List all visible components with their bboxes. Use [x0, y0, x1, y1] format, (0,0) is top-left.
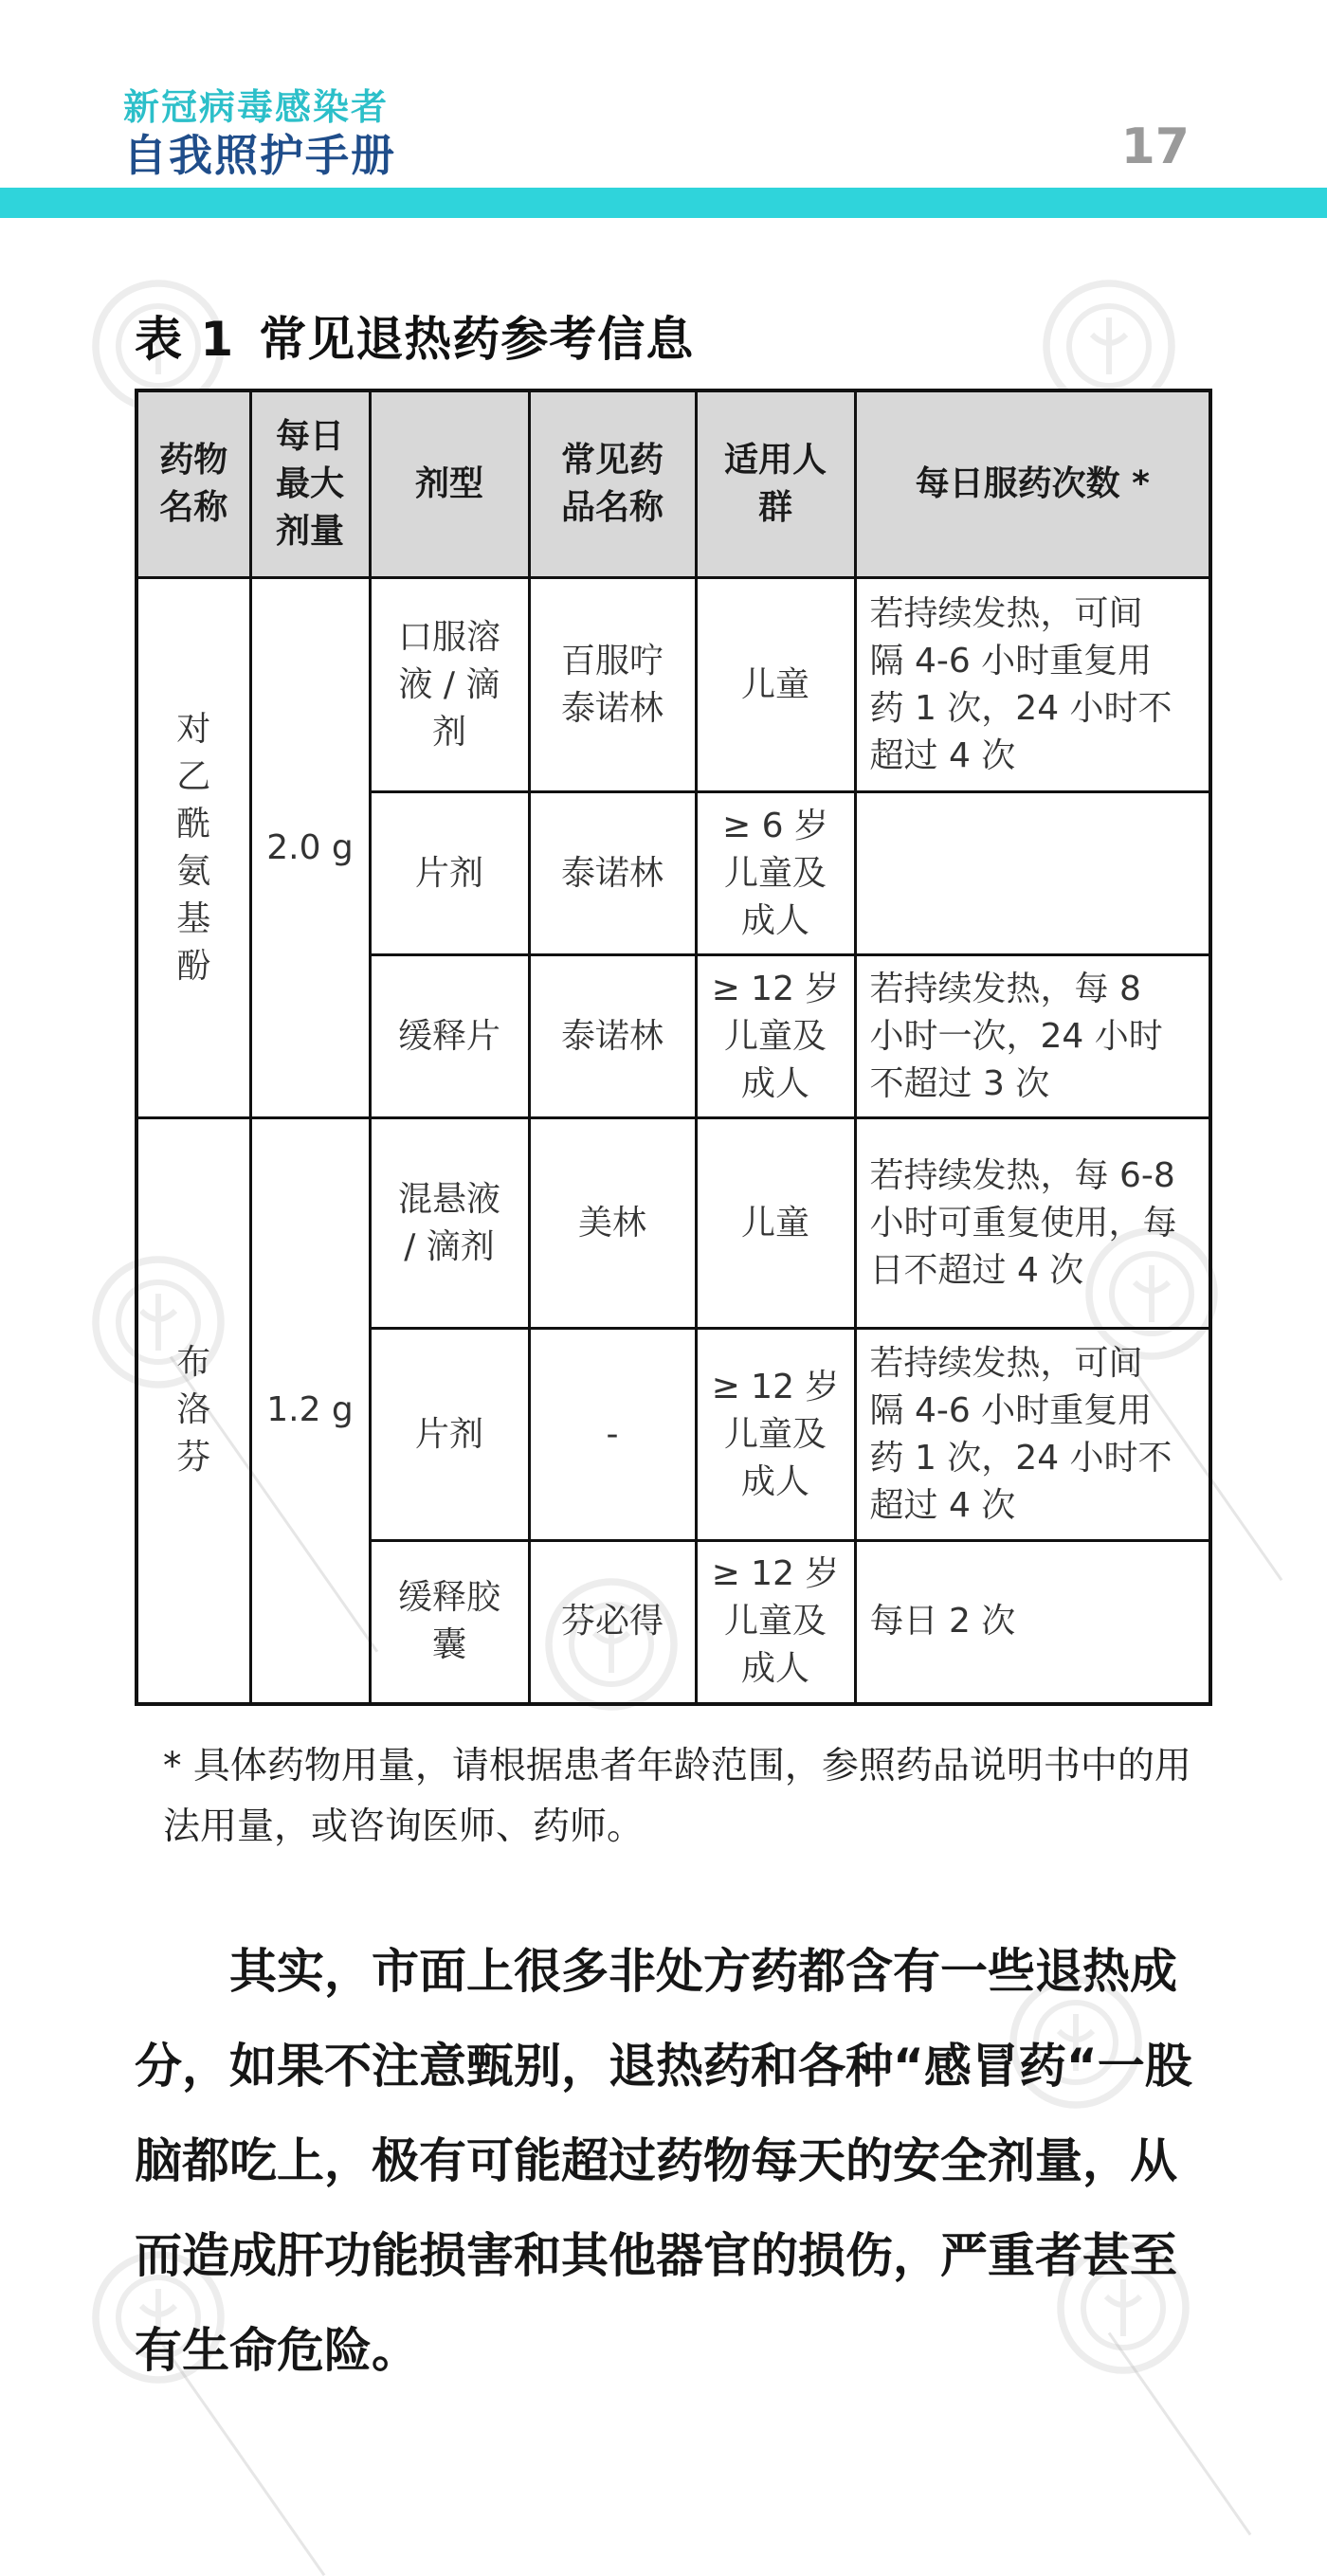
col-header-drug-name: 药物 名称 — [136, 390, 250, 578]
population-cell: ≥ 12 岁 儿童及 成人 — [696, 1329, 855, 1541]
form-cell: 缓释胶 囊 — [370, 1541, 529, 1704]
population-cell: ≥ 6 岁 儿童及 成人 — [696, 792, 855, 955]
col-header-frequency: 每日服药次数 * — [855, 390, 1210, 578]
frequency-cell — [855, 792, 1210, 955]
brand-cell: 泰诺林 — [529, 792, 696, 955]
brand-cell: 芬必得 — [529, 1541, 696, 1704]
population-cell: 儿童 — [696, 578, 855, 792]
frequency-cell: 若持续发热，每 6-8 小时可重复使用，每 日不超过 4 次 — [855, 1118, 1210, 1329]
header-accent-bar — [0, 188, 1327, 218]
body-paragraph — [135, 1924, 1210, 2398]
population-cell: ≥ 12 岁 儿童及 成人 — [696, 1541, 855, 1704]
form-cell: 口服溶 液 / 滴 剂 — [370, 578, 529, 792]
table-row — [136, 1118, 1210, 1329]
col-header-form: 剂型 — [370, 390, 529, 578]
form-cell: 混悬液 / 滴剂 — [370, 1118, 529, 1329]
table-header-row — [136, 390, 1210, 578]
table-caption: 常见退热药参考信息 — [259, 312, 695, 367]
col-header-brand: 常见药 品名称 — [529, 390, 696, 578]
brand-cell: 美林 — [529, 1118, 696, 1329]
table-title — [135, 301, 694, 370]
col-header-max-dose: 每日 最大 剂量 — [250, 390, 370, 578]
max-dose-cell: 1.2 g — [250, 1118, 370, 1704]
booklet-title: 自我照护手册 — [123, 130, 396, 181]
table-number: 表 1 — [135, 312, 235, 367]
brand-cell: - — [529, 1329, 696, 1541]
max-dose-cell: 2.0 g — [250, 578, 370, 1118]
population-cell: 儿童 — [696, 1118, 855, 1329]
frequency-cell: 若持续发热，可间 隔 4-6 小时重复用 药 1 次，24 小时不 超过 4 次 — [855, 1329, 1210, 1541]
frequency-cell: 若持续发热，每 8 小时一次，24 小时 不超过 3 次 — [855, 955, 1210, 1118]
antipyretic-table — [135, 389, 1212, 1706]
brand-cell: 泰诺林 — [529, 955, 696, 1118]
population-cell: ≥ 12 岁 儿童及 成人 — [696, 955, 855, 1118]
form-cell: 片剂 — [370, 1329, 529, 1541]
paragraph-text: 其实，市面上很多非处方药都含有一些退热成分，如果不注意甄别，退热药和各种“感冒药“一股脑都吃上，极有可能超过药物每天的安全剂量，从而造成肝功能损害和其他器官的损伤，严重者甚至有生命危险。 — [135, 1944, 1192, 2378]
frequency-cell: 若持续发热，可间 隔 4-6 小时重复用 药 1 次，24 小时不 超过 4 次 — [855, 578, 1210, 792]
col-header-population: 适用人 群 — [696, 390, 855, 578]
booklet-subtitle: 新冠病毒感染者 — [123, 86, 390, 128]
table-row — [136, 578, 1210, 792]
table-footnote: * 具体药物用量，请根据患者年龄范围，参照药品说明书中的用法用量，或咨询医师、药师。 — [163, 1745, 1191, 1848]
drug-name-cell: 对 乙 酰 氨 基 酚 — [136, 578, 250, 1118]
page-number: 17 — [1120, 118, 1190, 175]
brand-cell: 百服咛 泰诺林 — [529, 578, 696, 792]
frequency-cell: 每日 2 次 — [855, 1541, 1210, 1704]
drug-name-cell: 布 洛 芬 — [136, 1118, 250, 1704]
form-cell: 片剂 — [370, 792, 529, 955]
form-cell: 缓释片 — [370, 955, 529, 1118]
